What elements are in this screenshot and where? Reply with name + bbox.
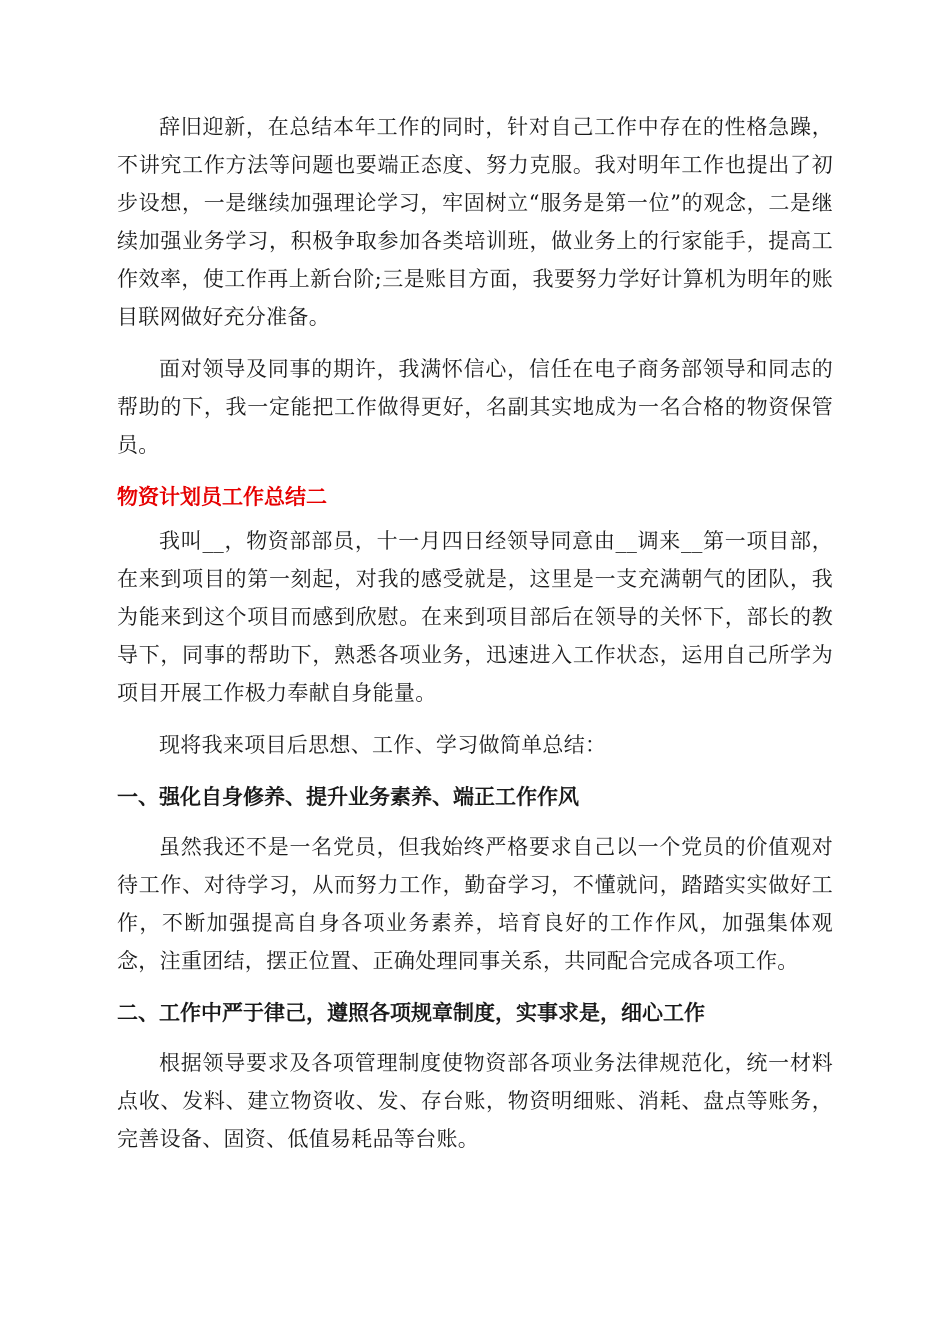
paragraph-work-attitude: 虽然我还不是一名党员，但我始终严格要求自己以一个党员的价值观对待工作、对待学习，从而努力工作，勤奋学习，不懂就问，踏踏实实做好工作，不断加强提高自身各项业务素养，培育良好的工作作风，加强集体观念，注重团结，摆正位置、正确处理同事关系，共同配合完成各项工作。 <box>117 835 833 973</box>
document-body <box>117 108 833 1172</box>
section-title: 物资计划员工作总结二 <box>117 485 327 509</box>
heading-self-discipline: 二、工作中严于律己，遵照各项规章制度，实事求是，细心工作 <box>117 1001 705 1025</box>
paragraph-confidence: 面对领导及同事的期许，我满怀信心，信任在电子商务部领导和同志的帮助的下，我一定能把工作做得更好，名副其实地成为一名合格的物资保管员。 <box>117 357 833 457</box>
paragraph-summary-intro: 现将我来项目后思想、工作、学习做简单总结： <box>159 733 607 757</box>
paragraph-management-rules: 根据领导要求及各项管理制度使物资部各项业务法律规范化，统一材料点收、发料、建立物资收、发、存台账，物资明细账、消耗、盘点等账务，完善设备、固资、低值易耗品等台账。 <box>117 1051 833 1151</box>
paragraph-introduction: 我叫__，物资部部员，十一月四日经领导同意由__调来__第一项目部，在来到项目的第一刻起，对我的感受就是，这里是一支充满朝气的团队，我为能来到这个项目而感到欣慰。在来到项目部后在领导的关怀下，部长的教导下，同事的帮助下，熟悉各项业务，迅速进入工作状态，运用自己所学为项目开展工作极力奉献自身能量。 <box>117 529 833 705</box>
heading-self-cultivation: 一、强化自身修养、提升业务素养、端正工作作风 <box>117 785 579 809</box>
paragraph-new-year-plan: 辞旧迎新，在总结本年工作的同时，针对自己工作中存在的性格急躁，不讲究工作方法等问题也要端正态度、努力克服。我对明年工作也提出了初步设想，一是继续加强理论学习，牢固树立“服务是第一位”的观念，二是继续加强业务学习，积极争取参加各类培训班，做业务上的行家能手，提高工作效率，使工作再上新台阶;三是账目方面，我要努力学好计算机为明年的账目联网做好充分准备。 <box>117 115 833 329</box>
